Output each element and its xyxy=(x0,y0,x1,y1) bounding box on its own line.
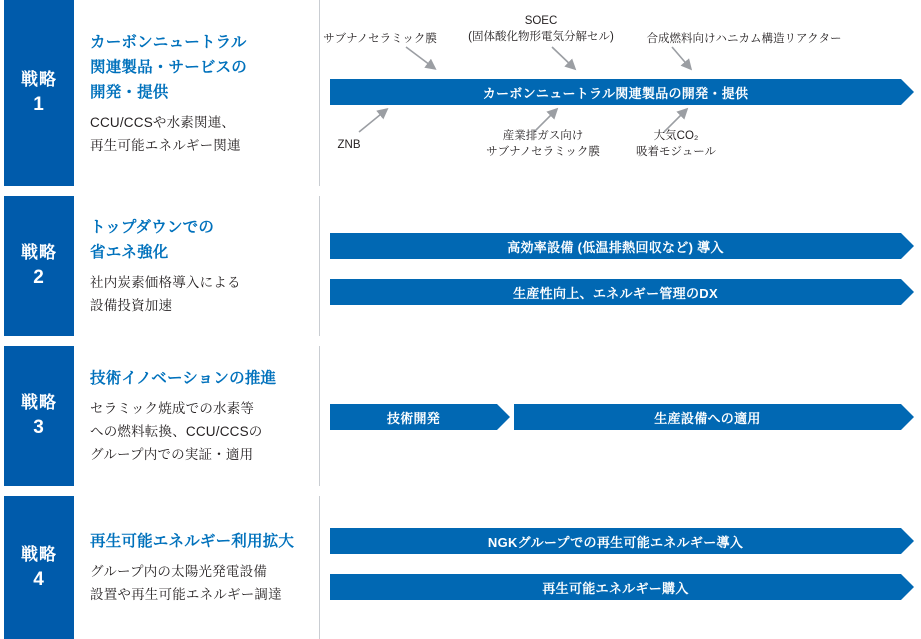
strategy-row-2 xyxy=(4,196,917,336)
body-line: 社内炭素価格導入による xyxy=(90,275,241,290)
body-line: グループ内の太陽光発電設備 xyxy=(90,564,268,579)
strategy-row-4 xyxy=(4,496,917,639)
badge-number: 2 xyxy=(33,267,45,288)
title-line: カーボンニュートラル xyxy=(90,33,247,51)
body-line: セラミック焼成での水素等 xyxy=(90,401,255,416)
arrow-head xyxy=(901,404,914,430)
strategy-2-title xyxy=(90,215,307,265)
strategy-4-body xyxy=(90,560,307,606)
callout-text: SOEC xyxy=(524,15,558,27)
strategy-1-content xyxy=(324,0,917,186)
title-line: 関連製品・サービスの xyxy=(90,58,248,76)
title-line: 技術イノベーションの推進 xyxy=(90,370,277,387)
strategy-2-badge xyxy=(4,196,74,336)
strategy-1-description xyxy=(90,0,320,186)
badge-label: 戦略 xyxy=(21,393,57,412)
title-line: 省エネ強化 xyxy=(90,244,169,261)
arrow-label: 生産性向上、エネルギー管理のDX xyxy=(513,285,718,301)
callout-text: (固体酸化物形電気分解セル) xyxy=(468,31,614,43)
strategy-2-arrow-1 xyxy=(330,233,914,259)
strategy-1-badge xyxy=(4,0,74,186)
arrow-head xyxy=(901,574,914,600)
strategy-2-body xyxy=(90,271,307,317)
callout-soec xyxy=(468,13,614,45)
strategy-3-arrow-1 xyxy=(330,404,510,430)
callout-text: 吸着モジュール xyxy=(635,146,717,158)
strategy-2-content xyxy=(324,196,917,336)
strategy-4-arrow-1 xyxy=(330,528,914,554)
body-line: CCU/CCSや水素関連、 xyxy=(90,114,236,130)
callout-text: サブナノセラミック膜 xyxy=(486,146,600,158)
callout-znb xyxy=(338,137,361,153)
title-line: 再生可能エネルギー利用拡大 xyxy=(90,533,295,550)
arrow-head xyxy=(901,233,914,259)
callout-industrial-exhaust-membrane xyxy=(486,128,600,160)
strategy-4-title xyxy=(90,529,307,554)
strategy-3-content xyxy=(324,346,917,486)
arrow-label: 技術開発 xyxy=(386,410,441,426)
callout-dac-module xyxy=(636,128,716,160)
badge-number: 4 xyxy=(33,568,45,590)
strategy-3-body xyxy=(90,397,307,466)
body-line: 設備投資加速 xyxy=(90,298,173,313)
strategy-row-1 xyxy=(4,0,917,186)
callout-text: 大気CO₂ xyxy=(653,130,699,142)
arrow-head xyxy=(901,79,914,105)
strategy-2-description xyxy=(90,196,320,336)
arrow-label: NGKグループでの再生可能エネルギー導入 xyxy=(487,534,744,550)
arrow-head xyxy=(901,279,914,305)
arrow-head xyxy=(497,404,510,430)
body-line: 再生可能エネルギー関連 xyxy=(90,137,241,153)
callout-text: 産業排ガス向け xyxy=(502,130,584,142)
leader-lines-bottom xyxy=(324,106,921,136)
title-line: 開発・提供 xyxy=(90,83,169,101)
body-line: 設置や再生可能エネルギー調達 xyxy=(90,587,282,602)
strategy-3-badge xyxy=(4,346,74,486)
arrow-label: 高効率設備 (低温排熱回収など) 導入 xyxy=(507,239,724,255)
strategy-3-title xyxy=(90,366,307,391)
strategy-4-badge xyxy=(4,496,74,639)
strategy-4-description xyxy=(90,496,320,639)
badge-number: 3 xyxy=(33,417,45,438)
leader-lines-top xyxy=(324,44,921,74)
arrow-label: 再生可能エネルギー購入 xyxy=(542,580,689,596)
strategy-4-arrow-2 xyxy=(330,574,914,600)
arrow-label: カーボンニュートラル関連製品の開発・提供 xyxy=(482,85,749,101)
badge-number: 1 xyxy=(33,94,45,115)
callout-text: サブナノセラミック膜 xyxy=(323,33,437,45)
strategy-1-body xyxy=(90,111,307,157)
strategy-3-description xyxy=(90,346,320,486)
callout-text: 合成燃料向けハニカム構造リアクター xyxy=(646,33,842,45)
strategy-1-title xyxy=(90,30,307,105)
strategy-row-3 xyxy=(4,346,917,486)
badge-label: 戦略 xyxy=(21,243,57,262)
strategy-4-content xyxy=(324,496,917,639)
strategy-2-arrow-2 xyxy=(330,279,914,305)
strategy-1-arrow-1 xyxy=(330,79,914,105)
arrow-head xyxy=(901,528,914,554)
strategy-3-arrow-2 xyxy=(514,404,914,430)
title-line: トップダウンでの xyxy=(90,219,215,236)
body-line: への燃料転換、CCU/CCSの xyxy=(90,424,263,439)
callout-text: ZNB xyxy=(337,139,361,151)
arrow-label: 生産設備への適用 xyxy=(654,410,761,426)
badge-label: 戦略 xyxy=(21,70,57,89)
body-line: グループ内での実証・適用 xyxy=(90,447,254,462)
badge-label: 戦略 xyxy=(21,544,57,564)
